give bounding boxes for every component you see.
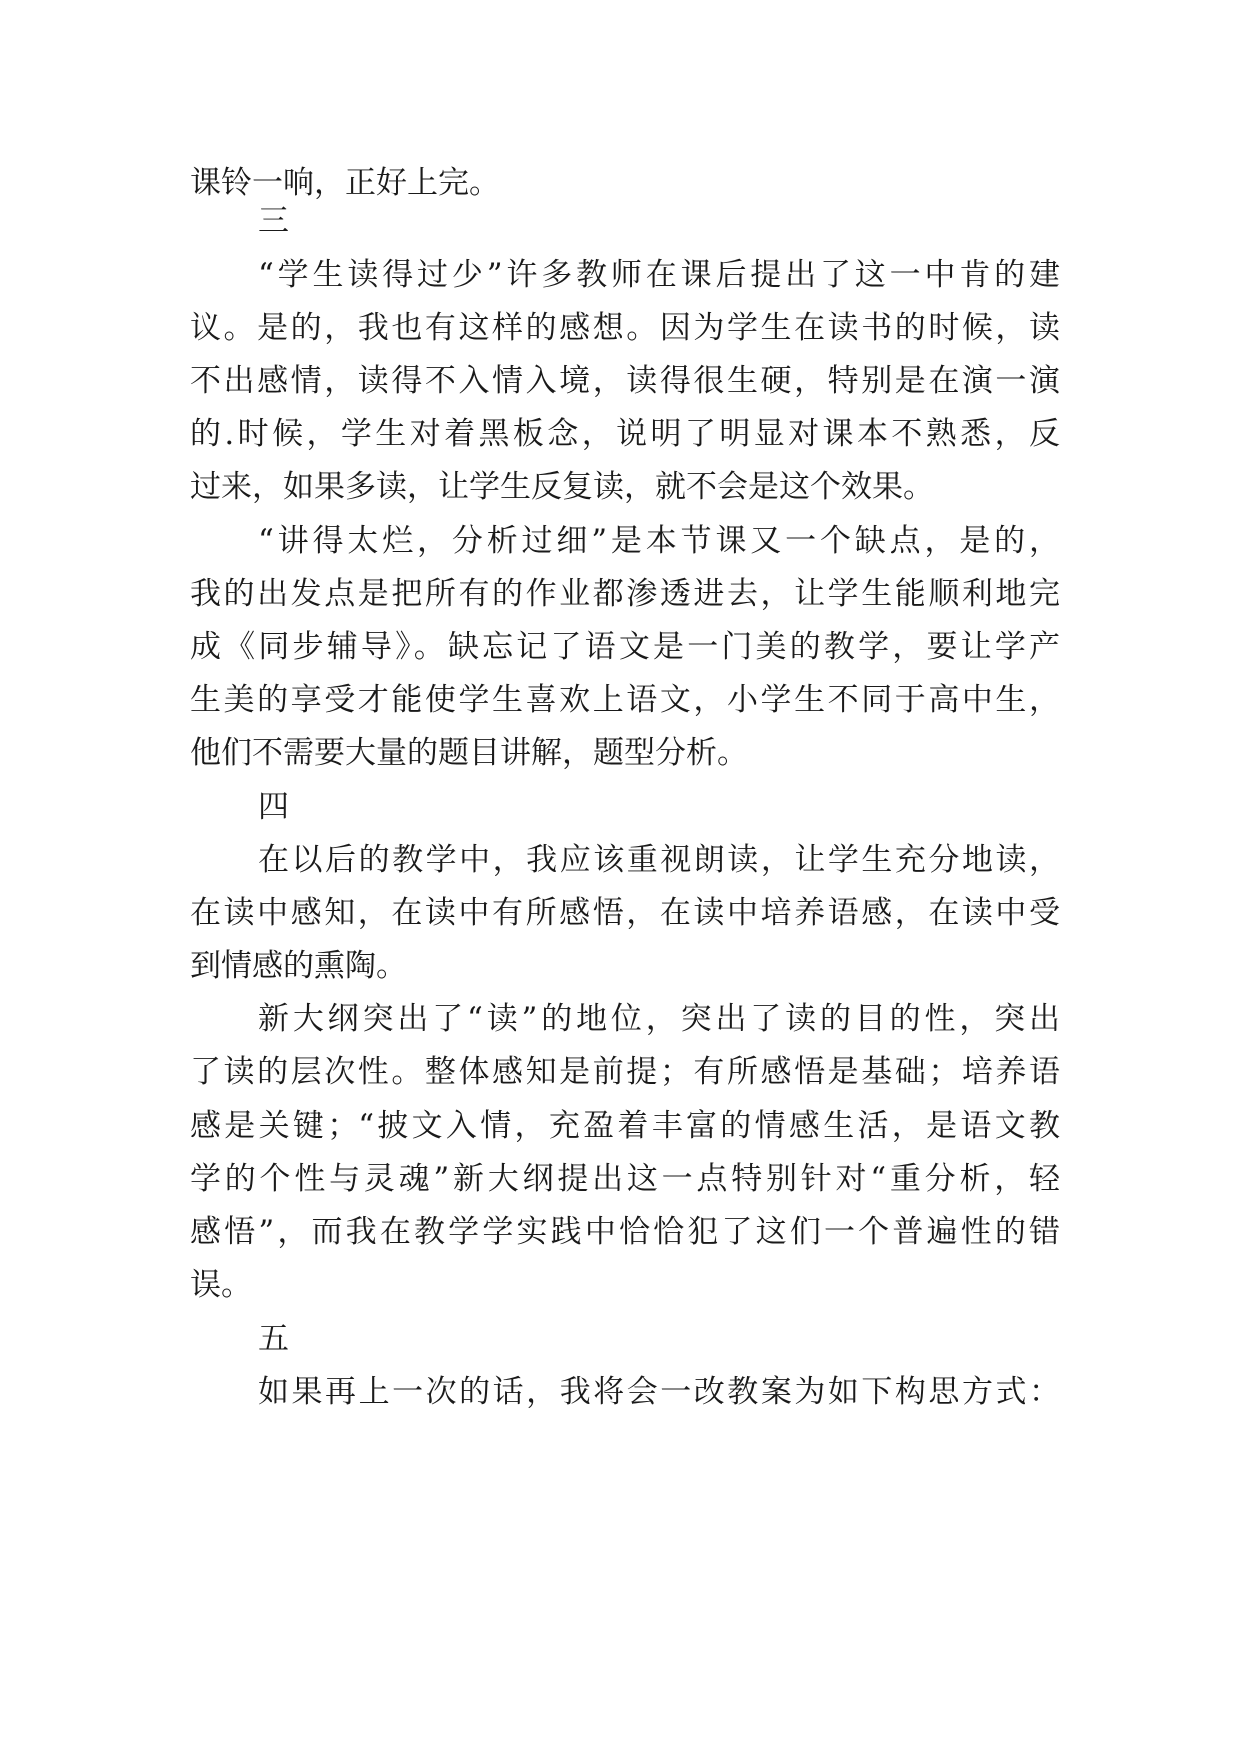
paragraph-line: 到情感的熏陶。	[190, 948, 407, 984]
paragraph-line: 他们不需要大量的题目讲解，题型分析。	[190, 735, 748, 771]
paragraph-line: 成《同步辅导》。缺忘记了语文是一门美的教学，要让学产	[190, 629, 1060, 665]
paragraph-line: 不出感情，读得不入情入境，读得很生硬，特别是在演一演	[190, 363, 1060, 399]
paragraph-line: 的.时候，学生对着黑板念，说明了明显对课本不熟悉，反	[190, 416, 1060, 452]
paragraph-line: 在读中感知，在读中有所感悟，在读中培养语感，在读中受	[190, 895, 1060, 931]
paragraph-line: 我的出发点是把所有的作业都渗透进去，让学生能顺利地完	[190, 576, 1060, 612]
text-line: 课铃一响，正好上完。	[190, 165, 500, 201]
paragraph-line: 过来，如果多读，让学生反复读，就不会是这个效果。	[190, 469, 934, 505]
paragraph-line: 误。	[190, 1267, 252, 1303]
paragraph-line: “讲得太烂，分析过细”是本节课又一个缺点，是的，	[258, 523, 1060, 559]
paragraph-line: 新大纲突出了“读”的地位，突出了读的目的性，突出	[258, 1001, 1060, 1037]
paragraph-line: 感悟”，而我在教学学实践中恰恰犯了这们一个普遍性的错	[190, 1214, 1060, 1250]
paragraph-line: 感是关键；“披文入情，充盈着丰富的情感生活，是语文教	[190, 1108, 1060, 1144]
paragraph-line: 在以后的教学中，我应该重视朗读，让学生充分地读，	[258, 842, 1060, 878]
paragraph-line: 学的个性与灵魂”新大纲提出这一点特别针对“重分析，轻	[190, 1161, 1060, 1197]
section-heading: 四	[258, 789, 289, 825]
section-heading: 五	[258, 1321, 289, 1357]
paragraph-line: 生美的享受才能使学生喜欢上语文，小学生不同于高中生，	[190, 682, 1060, 718]
paragraph-line: 如果再上一次的话，我将会一改教案为如下构思方式：	[258, 1374, 1060, 1410]
paragraph-line: 议。是的，我也有这样的感想。因为学生在读书的时候，读	[190, 310, 1060, 346]
section-heading: 三	[258, 203, 289, 239]
paragraph-line: “学生读得过少”许多教师在课后提出了这一中肯的建	[258, 257, 1060, 293]
paragraph-line: 了读的层次性。整体感知是前提；有所感悟是基础；培养语	[190, 1054, 1060, 1090]
